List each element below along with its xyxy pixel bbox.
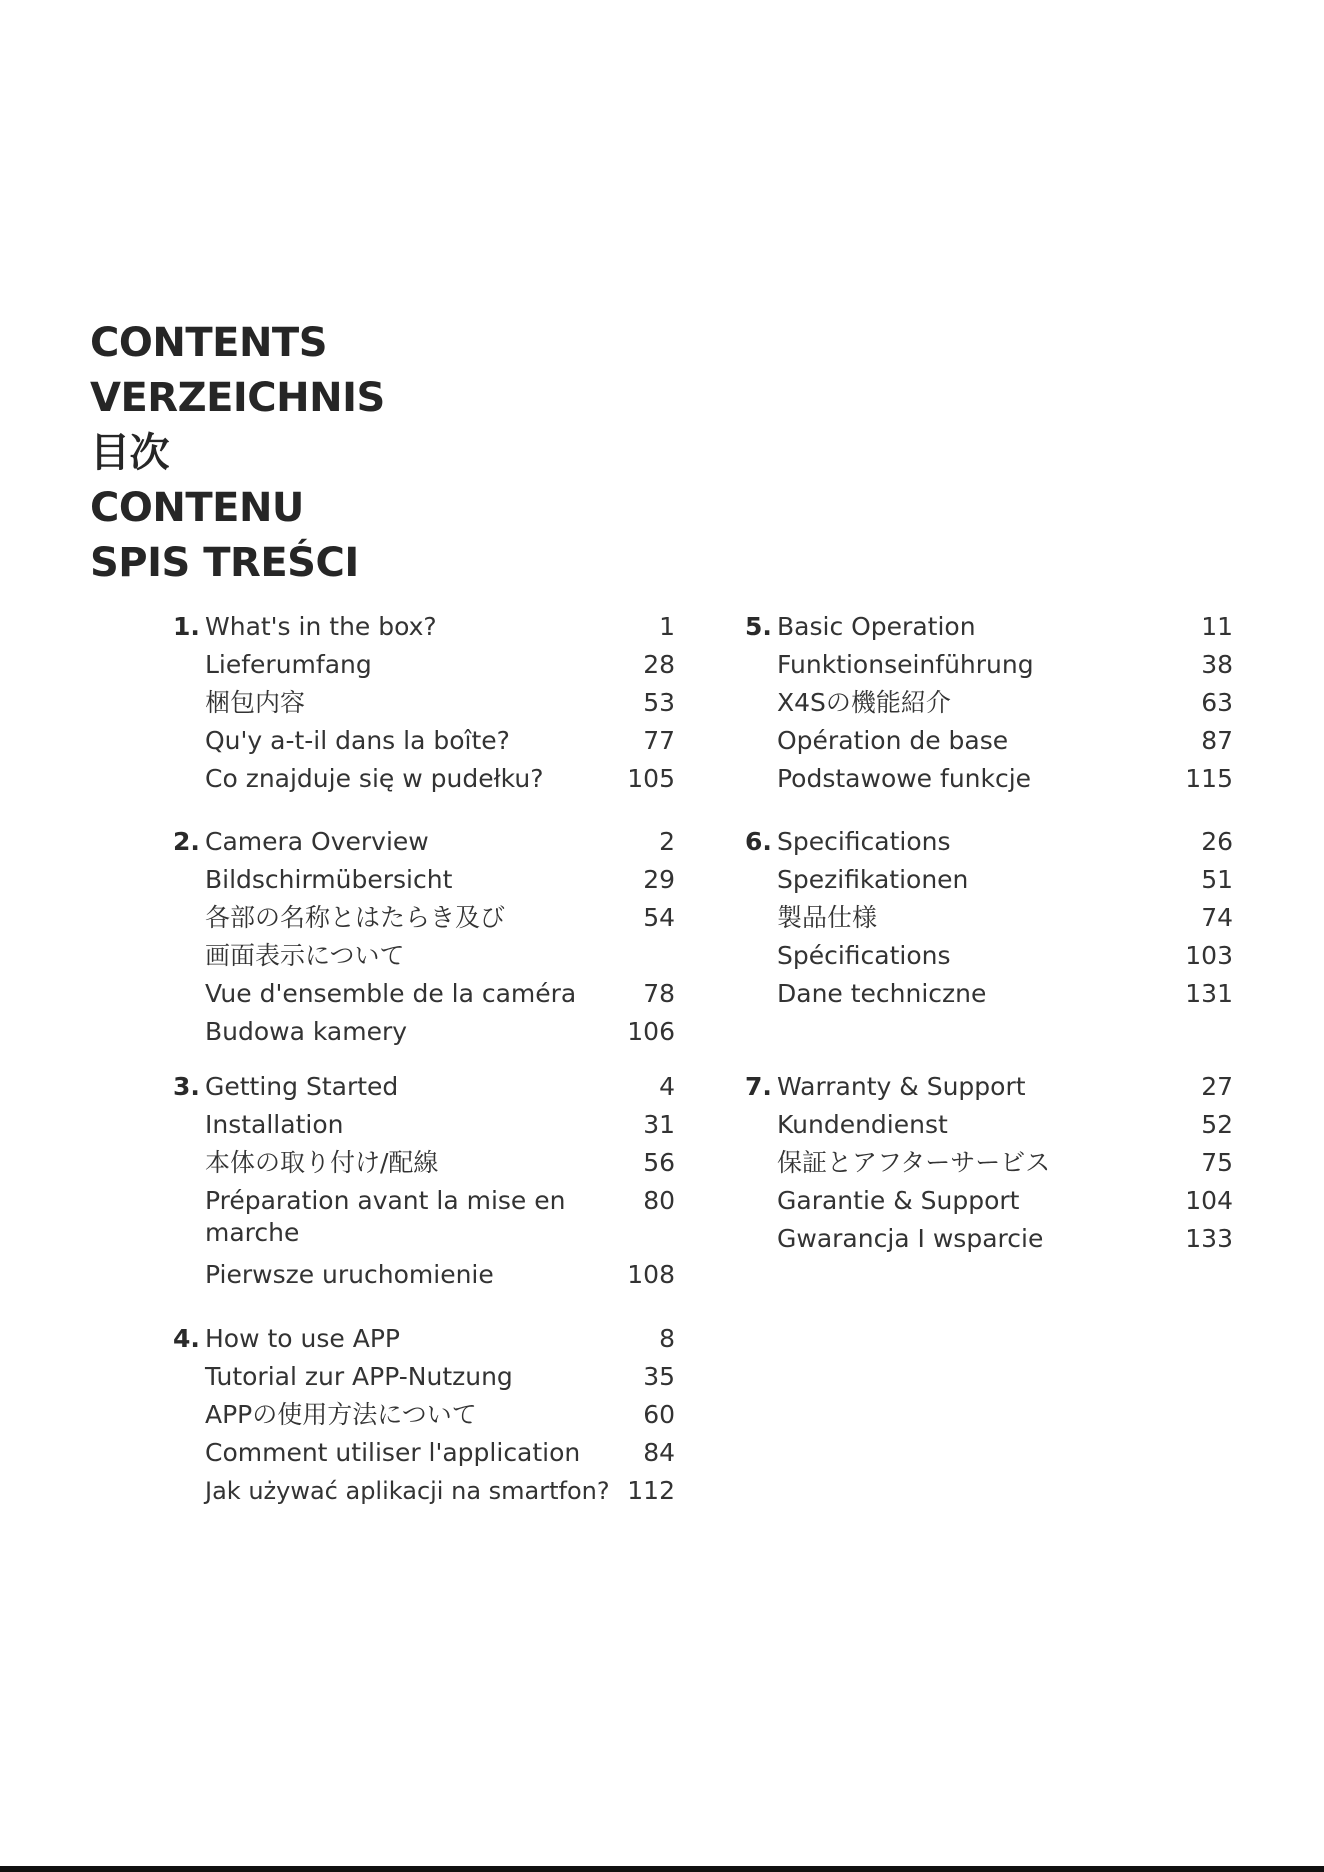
entry-page: 78 [643, 979, 675, 1008]
entry-page: 77 [643, 726, 675, 755]
entry-page: 115 [1185, 764, 1233, 793]
entry-page: 105 [627, 764, 675, 793]
toc-entry[interactable] [205, 1013, 675, 1051]
toc-entry[interactable] [205, 1472, 675, 1510]
toc-entry[interactable] [205, 1434, 675, 1472]
toc-section-6 [745, 823, 1233, 1013]
toc-entry[interactable] [205, 861, 675, 899]
toc-entry[interactable] [745, 1068, 1233, 1106]
section-number: 4. [173, 1324, 200, 1353]
title-contenu: CONTENU [90, 485, 304, 531]
entry-page: 28 [643, 650, 675, 679]
entry-title: Funktionseinführung [777, 650, 1034, 679]
entry-page: 54 [643, 903, 675, 932]
section-number: 5. [745, 612, 772, 641]
entry-title: Qu'y a-t-il dans la boîte? [205, 726, 510, 755]
entry-page: 11 [1201, 612, 1233, 641]
contents-titles [90, 316, 385, 591]
toc-entry[interactable] [777, 1182, 1233, 1220]
entry-title: Getting Started [205, 1072, 399, 1101]
entry-page: 108 [627, 1260, 675, 1289]
entry-title: Pierwsze uruchomienie [205, 1260, 494, 1289]
section-number: 6. [745, 827, 772, 856]
toc-entry[interactable] [777, 1144, 1233, 1182]
entry-title: Gwarancja I wsparcie [777, 1224, 1044, 1253]
toc-entry[interactable] [745, 823, 1233, 861]
toc-entry[interactable] [205, 722, 675, 760]
entry-title: Lieferumfang [205, 650, 372, 679]
entry-title: 保証とアフターサービス [777, 1148, 1051, 1177]
toc-entry[interactable] [205, 1182, 675, 1256]
entry-page: 27 [1201, 1072, 1233, 1101]
entry-page: 4 [659, 1072, 675, 1101]
entry-page: 75 [1201, 1148, 1233, 1177]
entry-title: Jak używać aplikacji na smartfon? [205, 1477, 610, 1505]
entry-title: Co znajduje się w pudełku? [205, 764, 544, 793]
toc-entry[interactable] [205, 1144, 675, 1182]
toc-entry[interactable] [173, 608, 675, 646]
section-number: 1. [173, 612, 200, 641]
entry-title: 梱包内容 [205, 688, 306, 717]
entry-title: Warranty & Support [777, 1072, 1026, 1101]
entry-title: What's in the box? [205, 612, 437, 641]
toc-entry[interactable] [205, 1106, 675, 1144]
toc-section-4 [173, 1320, 675, 1510]
title-mokuji: 目次 [90, 430, 169, 476]
entry-page: 51 [1201, 865, 1233, 894]
toc-entry[interactable] [205, 975, 675, 1013]
entry-page: 112 [627, 1476, 675, 1505]
toc-entry[interactable] [777, 722, 1233, 760]
entry-page: 133 [1185, 1224, 1233, 1253]
entry-page: 60 [643, 1400, 675, 1429]
entry-title: Camera Overview [205, 827, 429, 856]
entry-title: Budowa kamery [205, 1017, 408, 1046]
toc-entry[interactable] [205, 899, 675, 937]
entry-title: Bildschirmübersicht [205, 865, 453, 894]
entry-page: 53 [643, 688, 675, 717]
toc-entry[interactable] [745, 608, 1233, 646]
toc-entry[interactable] [777, 975, 1233, 1013]
entry-title: 本体の取り付け/配線 [205, 1148, 439, 1177]
toc-entry[interactable] [173, 823, 675, 861]
entry-title: Spezifikationen [777, 865, 969, 894]
entry-title: Dane techniczne [777, 979, 987, 1008]
entry-page: 8 [659, 1324, 675, 1353]
entry-page: 26 [1201, 827, 1233, 856]
toc-entry[interactable] [205, 1358, 675, 1396]
section-number: 7. [745, 1072, 772, 1101]
section-number: 3. [173, 1072, 200, 1101]
toc-entry[interactable] [205, 760, 675, 798]
entry-page: 103 [1185, 941, 1233, 970]
entry-page: 1 [659, 612, 675, 641]
entry-page: 80 [643, 1186, 675, 1215]
entry-page: 87 [1201, 726, 1233, 755]
title-spis-tresci: SPIS TREŚCI [90, 540, 359, 586]
toc-entry[interactable] [173, 1320, 675, 1358]
entry-title: 各部の名称とはたらき及び [205, 903, 506, 932]
entry-title: APPの使用方法について [205, 1400, 477, 1429]
entry-page: 106 [627, 1017, 675, 1046]
toc-entry[interactable] [777, 684, 1233, 722]
toc-entry[interactable] [205, 646, 675, 684]
entry-page: 63 [1201, 688, 1233, 717]
entry-title: 製品仕様 [777, 903, 878, 932]
entry-title: X4Sの機能紹介 [777, 688, 951, 717]
title-contents: CONTENTS [90, 320, 328, 366]
toc-entry[interactable] [205, 1256, 675, 1294]
toc-entry[interactable] [777, 646, 1233, 684]
entry-page: 29 [643, 865, 675, 894]
entry-title: Specifications [777, 827, 951, 856]
entry-page: 2 [659, 827, 675, 856]
entry-title: Vue d'ensemble de la caméra [205, 979, 577, 1008]
toc-entry[interactable] [777, 760, 1233, 798]
entry-page: 52 [1201, 1110, 1233, 1139]
toc-section-3 [173, 1068, 675, 1294]
title-verzeichnis: VERZEICHNIS [90, 375, 385, 421]
entry-title: Garantie & Support [777, 1186, 1020, 1215]
toc-section-7 [745, 1068, 1233, 1258]
toc-entry[interactable] [777, 1106, 1233, 1144]
toc-section-1 [173, 608, 675, 798]
toc-section-5 [745, 608, 1233, 798]
bottom-border-line [0, 1866, 1324, 1872]
toc-entry[interactable] [777, 937, 1233, 975]
entry-title: Spécifications [777, 941, 951, 970]
entry-page: 31 [643, 1110, 675, 1139]
entry-title: Opération de base [777, 726, 1009, 755]
toc-entry-continuation[interactable] [205, 937, 675, 975]
entry-page: 104 [1185, 1186, 1233, 1215]
entry-title: How to use APP [205, 1324, 400, 1353]
toc-entry[interactable] [173, 1068, 675, 1106]
toc-entry[interactable] [777, 1220, 1233, 1258]
toc-entry[interactable] [777, 899, 1233, 937]
entry-title: Podstawowe funkcje [777, 764, 1032, 793]
entry-page: 35 [643, 1362, 675, 1391]
entry-title: Basic Operation [777, 612, 976, 641]
section-number: 2. [173, 827, 200, 856]
toc-entry[interactable] [205, 684, 675, 722]
entry-page: 38 [1201, 650, 1233, 679]
toc-section-2 [173, 823, 675, 1051]
entry-page: 56 [643, 1148, 675, 1177]
entry-title: Comment utiliser l'application [205, 1438, 581, 1467]
entry-title: 画面表示について [205, 941, 405, 970]
entry-page: 84 [643, 1438, 675, 1467]
entry-page: 74 [1201, 903, 1233, 932]
entry-title: Kundendienst [777, 1110, 948, 1139]
entry-page: 131 [1185, 979, 1233, 1008]
toc-entry[interactable] [777, 861, 1233, 899]
entry-title: Tutorial zur APP-Nutzung [205, 1362, 513, 1391]
toc-entry[interactable] [205, 1396, 675, 1434]
entry-title: Installation [205, 1110, 344, 1139]
entry-title: Préparation avant la mise en marche [205, 1186, 566, 1247]
